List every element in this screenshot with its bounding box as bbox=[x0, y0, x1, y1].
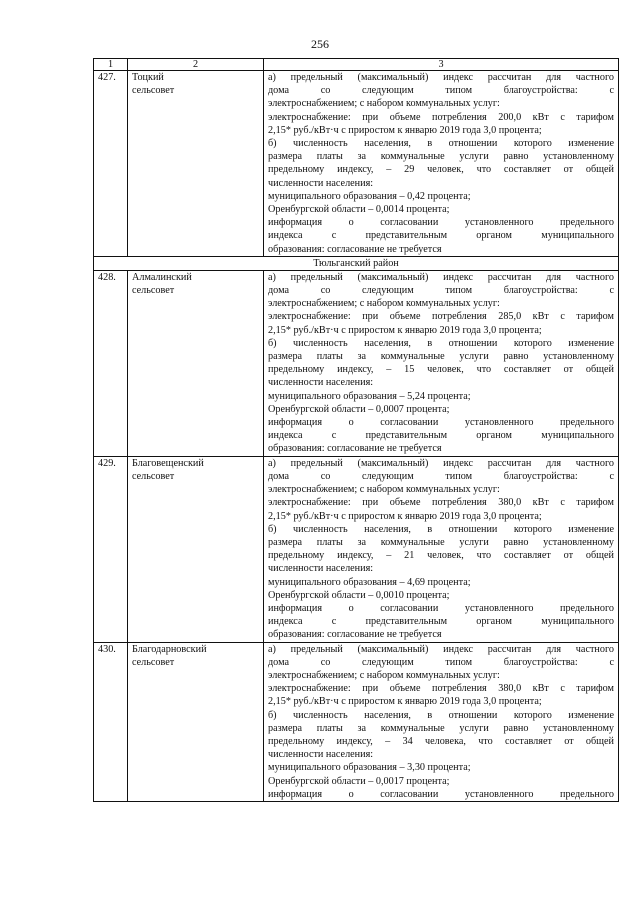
info-line: размера платы за коммунальные услуги равно установленному bbox=[268, 536, 614, 548]
info-line: численности населения: bbox=[268, 563, 374, 575]
index-info bbox=[264, 642, 619, 801]
info-line: размера платы за коммунальные услуги равно установленному bbox=[268, 151, 614, 163]
info-line: дома со следующим типом благоустройства: с bbox=[268, 285, 614, 297]
info-line: предельному индексу, – 34 человека, что составляет от общей bbox=[268, 735, 614, 747]
settlement-name bbox=[128, 456, 264, 642]
info-line: а) предельный (максимальный) индекс рассчитан для частного bbox=[268, 457, 614, 469]
info-line: дома со следующим типом благоустройства: с bbox=[268, 470, 614, 482]
info-line: б) численность населения, в отношении которого изменение bbox=[268, 337, 614, 349]
info-line: образования: согласование не требуется bbox=[268, 629, 442, 641]
settlement-name-line: сельсовет bbox=[132, 656, 175, 668]
info-line: дома со следующим типом благоустройства: с bbox=[268, 656, 614, 668]
table-row bbox=[94, 71, 619, 257]
settlements-table bbox=[93, 58, 619, 802]
column-number-1: 1 bbox=[94, 59, 128, 71]
info-line: информация о согласовании установленного предельного bbox=[268, 217, 614, 229]
info-line: информация о согласовании установленного предельного bbox=[268, 788, 614, 800]
column-numbers-row bbox=[94, 59, 619, 71]
info-line: а) предельный (максимальный) индекс рассчитан для частного bbox=[268, 72, 614, 83]
row-number: 430. bbox=[94, 642, 128, 801]
info-line: электроснабжением; с набором коммунальных услуг: bbox=[268, 669, 500, 681]
column-number-2: 2 bbox=[128, 59, 264, 71]
info-line: муниципального образования – 4,69 процента; bbox=[268, 576, 471, 588]
info-line: муниципального образования – 0,42 процента; bbox=[268, 190, 471, 202]
info-line: индекса с представительным органом муниципального bbox=[268, 430, 614, 442]
info-line: 2,15* руб./кВт·ч с приростом к январю 2019 года 3,0 процента; bbox=[268, 696, 542, 708]
info-line: численности населения: bbox=[268, 177, 374, 189]
info-line: информация о согласовании установленного предельного bbox=[268, 417, 614, 429]
column-number-3: 3 bbox=[264, 59, 619, 71]
index-info bbox=[264, 71, 619, 257]
table-row bbox=[94, 456, 619, 642]
info-line: размера платы за коммунальные услуги равно установленному bbox=[268, 351, 614, 363]
settlement-name-line: Алмалинский bbox=[132, 271, 192, 283]
info-line: электроснабжением; с набором коммунальных услуг: bbox=[268, 484, 500, 496]
row-number: 427. bbox=[94, 71, 128, 257]
info-line: образования: согласование не требуется bbox=[268, 243, 442, 255]
table-row bbox=[94, 270, 619, 456]
settlement-name-line: сельсовет bbox=[132, 470, 175, 482]
info-line: индекса с представительным органом муниципального bbox=[268, 230, 614, 242]
settlement-name bbox=[128, 642, 264, 801]
info-line: электроснабжение: при объеме потребления 285,0 кВт с тарифом bbox=[268, 311, 614, 323]
info-line: Оренбургской области – 0,0007 процента; bbox=[268, 403, 450, 415]
settlement-name-line: сельсовет bbox=[132, 285, 175, 297]
district-row bbox=[94, 256, 619, 270]
info-line: муниципального образования – 3,30 процента; bbox=[268, 762, 471, 774]
table-body bbox=[94, 59, 619, 802]
info-line: информация о согласовании установленного предельного bbox=[268, 602, 614, 614]
settlement-name-line: Тоцкий bbox=[132, 72, 164, 83]
table-row bbox=[94, 642, 619, 801]
info-line: электроснабжение: при объеме потребления 380,0 кВт с тарифом bbox=[268, 683, 614, 695]
settlement-name bbox=[128, 270, 264, 456]
info-line: Оренбургской области – 0,0010 процента; bbox=[268, 589, 450, 601]
index-info bbox=[264, 270, 619, 456]
info-line: индекса с представительным органом муниципального bbox=[268, 616, 614, 628]
info-line: Оренбургской области – 0,0014 процента; bbox=[268, 204, 450, 216]
settlement-name bbox=[128, 71, 264, 257]
settlement-name-line: сельсовет bbox=[132, 85, 175, 97]
page-number: 256 bbox=[311, 37, 329, 51]
settlement-name-line: Благовещенский bbox=[132, 457, 204, 469]
row-number: 428. bbox=[94, 270, 128, 456]
info-line: предельному индексу, – 29 человек, что составляет от общей bbox=[268, 164, 614, 176]
info-line: предельному индексу, – 21 человек, что составляет от общей bbox=[268, 550, 614, 562]
row-number: 429. bbox=[94, 456, 128, 642]
info-line: б) численность населения, в отношении которого изменение bbox=[268, 523, 614, 535]
info-line: муниципального образования – 5,24 процента; bbox=[268, 390, 471, 402]
info-line: 2,15* руб./кВт·ч с приростом к январю 2019 года 3,0 процента; bbox=[268, 510, 542, 522]
info-line: 2,15* руб./кВт·ч с приростом к январю 2019 года 3,0 процента; bbox=[268, 324, 542, 336]
info-line: предельному индексу, – 15 человек, что составляет от общей bbox=[268, 364, 614, 376]
info-line: образования: согласование не требуется bbox=[268, 443, 442, 455]
index-info bbox=[264, 456, 619, 642]
info-line: а) предельный (максимальный) индекс рассчитан для частного bbox=[268, 271, 614, 283]
info-line: электроснабжение: при объеме потребления 200,0 кВт с тарифом bbox=[268, 111, 614, 123]
info-line: электроснабжением; с набором коммунальных услуг: bbox=[268, 298, 500, 310]
info-line: численности населения: bbox=[268, 377, 374, 389]
info-line: электроснабжением; с набором коммунальных услуг: bbox=[268, 98, 500, 110]
info-line: дома со следующим типом благоустройства: с bbox=[268, 85, 614, 97]
district-heading: Тюльганский район bbox=[94, 256, 619, 270]
info-line: электроснабжение: при объеме потребления 380,0 кВт с тарифом bbox=[268, 497, 614, 509]
info-line: а) предельный (максимальный) индекс рассчитан для частного bbox=[268, 643, 614, 655]
info-line: б) численность населения, в отношении которого изменение bbox=[268, 138, 614, 150]
info-line: численности населения: bbox=[268, 749, 374, 761]
info-line: Оренбургской области – 0,0017 процента; bbox=[268, 775, 450, 787]
settlement-name-line: Благодарновский bbox=[132, 643, 207, 655]
info-line: 2,15* руб./кВт·ч с приростом к январю 2019 года 3,0 процента; bbox=[268, 124, 542, 136]
info-line: размера платы за коммунальные услуги равно установленному bbox=[268, 722, 614, 734]
info-line: б) численность населения, в отношении которого изменение bbox=[268, 709, 614, 721]
